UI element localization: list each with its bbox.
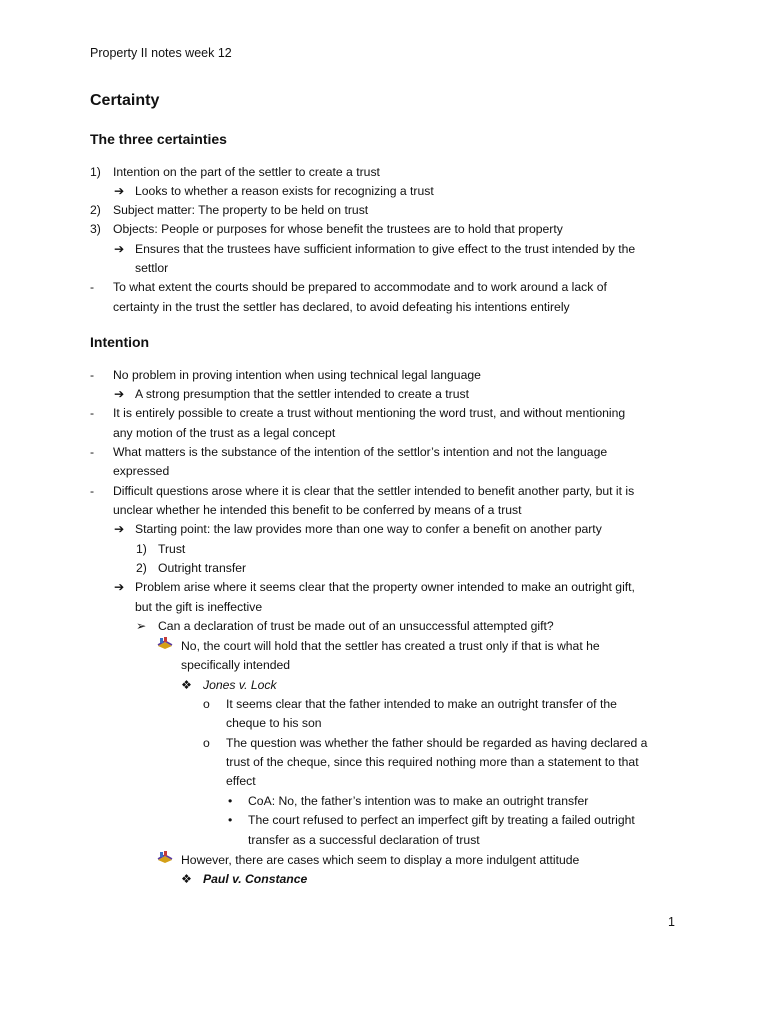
list-number: 2)	[136, 561, 147, 575]
book-bullet-icon	[157, 637, 173, 656]
case-name: Paul v. Constance	[203, 872, 308, 886]
list-item: Looks to whether a reason exists for recognizing a trust	[135, 184, 434, 198]
diamond-bullet: ❖	[181, 678, 192, 692]
list-item-continued: trust of the cheque, since this required nothing more than a statement to that	[226, 755, 639, 769]
list-item: To what extent the courts should be prepared to accommodate and to work around a lack of	[113, 280, 607, 294]
list-item: Difficult questions arose where it is clear that the settler intended to benefit another party, but it is	[113, 484, 635, 498]
list-number: 3)	[90, 222, 101, 236]
list-item: It seems clear that the father intended to make an outright transfer of the	[226, 697, 617, 711]
arrow-bullet: ➔	[114, 184, 125, 198]
heading-intention: Intention	[90, 334, 150, 350]
list-item: What matters is the substance of the intention of the settlor’s intention and not the language	[113, 445, 608, 459]
list-item: However, there are cases which seem to display a more indulgent attitude	[181, 853, 580, 867]
list-item: It is entirely possible to create a trust without mentioning the word trust, and without mentioning	[113, 406, 626, 420]
list-item: Outright transfer	[158, 561, 247, 575]
dash-bullet: -	[90, 368, 95, 382]
list-item: CoA: No, the father’s intention was to make an outright transfer	[248, 794, 589, 808]
circle-bullet: o	[203, 697, 210, 711]
list-item-continued: specifically intended	[181, 658, 291, 672]
list-item: The court refused to perfect an imperfect gift by treating a failed outright	[248, 813, 635, 827]
heading-three-certainties: The three certainties	[90, 131, 227, 147]
list-item: No problem in proving intention when using technical legal language	[113, 368, 481, 382]
diamond-bullet: ❖	[181, 872, 192, 886]
list-item: Trust	[158, 542, 186, 556]
list-item: Subject matter: The property to be held on trust	[113, 203, 369, 217]
case-name: Jones v. Lock	[203, 678, 277, 692]
list-item-continued: certainty in the trust the settler has declared, to avoid defeating his intentions entirely	[113, 300, 570, 314]
list-item-continued: unclear whether he intended this benefit to be conferred by means of a trust	[113, 503, 522, 517]
list-item: Intention on the part of the settler to create a trust	[113, 165, 380, 179]
dash-bullet: -	[90, 484, 95, 498]
dash-bullet: -	[90, 280, 95, 294]
arrow-bullet: ➔	[114, 522, 125, 536]
list-item-continued: expressed	[113, 464, 170, 478]
heading-certainty: Certainty	[90, 92, 160, 109]
dot-bullet: •	[228, 813, 233, 827]
triangle-bullet: ➢	[136, 619, 147, 633]
running-header: Property II notes week 12	[90, 46, 232, 60]
list-item: A strong presumption that the settler intended to create a trust	[135, 387, 469, 401]
list-item: Ensures that the trustees have sufficient information to give effect to the trust intended by the	[135, 242, 636, 256]
arrow-bullet: ➔	[114, 387, 125, 401]
list-item: Starting point: the law provides more than one way to confer a benefit on another party	[135, 522, 602, 536]
list-item: Problem arise where it seems clear that the property owner intended to make an outright gift,	[135, 580, 635, 594]
dash-bullet: -	[90, 445, 95, 459]
book-bullet-icon	[157, 851, 173, 870]
list-item-continued: but the gift is ineffective	[135, 600, 263, 614]
page-number: 1	[668, 915, 675, 929]
list-item-continued: transfer as a successful declaration of trust	[248, 833, 480, 847]
dash-bullet: -	[90, 406, 95, 420]
list-item: No, the court will hold that the settler has created a trust only if that is what he	[181, 639, 600, 653]
arrow-bullet: ➔	[114, 242, 125, 256]
list-number: 2)	[90, 203, 101, 217]
list-item: The question was whether the father should be regarded as having declared a	[226, 736, 648, 750]
list-number: 1)	[136, 542, 147, 556]
list-item: Can a declaration of trust be made out of an unsuccessful attempted gift?	[158, 619, 554, 633]
circle-bullet: o	[203, 736, 210, 750]
list-item-continued: any motion of the trust as a legal concept	[113, 426, 336, 440]
arrow-bullet: ➔	[114, 580, 125, 594]
dot-bullet: •	[228, 794, 233, 808]
list-item-continued: cheque to his son	[226, 716, 322, 730]
list-item: Objects: People or purposes for whose benefit the trustees are to hold that property	[113, 222, 563, 236]
list-number: 1)	[90, 165, 101, 179]
list-item-continued: effect	[226, 774, 256, 788]
list-item-continued: settlor	[135, 261, 169, 275]
